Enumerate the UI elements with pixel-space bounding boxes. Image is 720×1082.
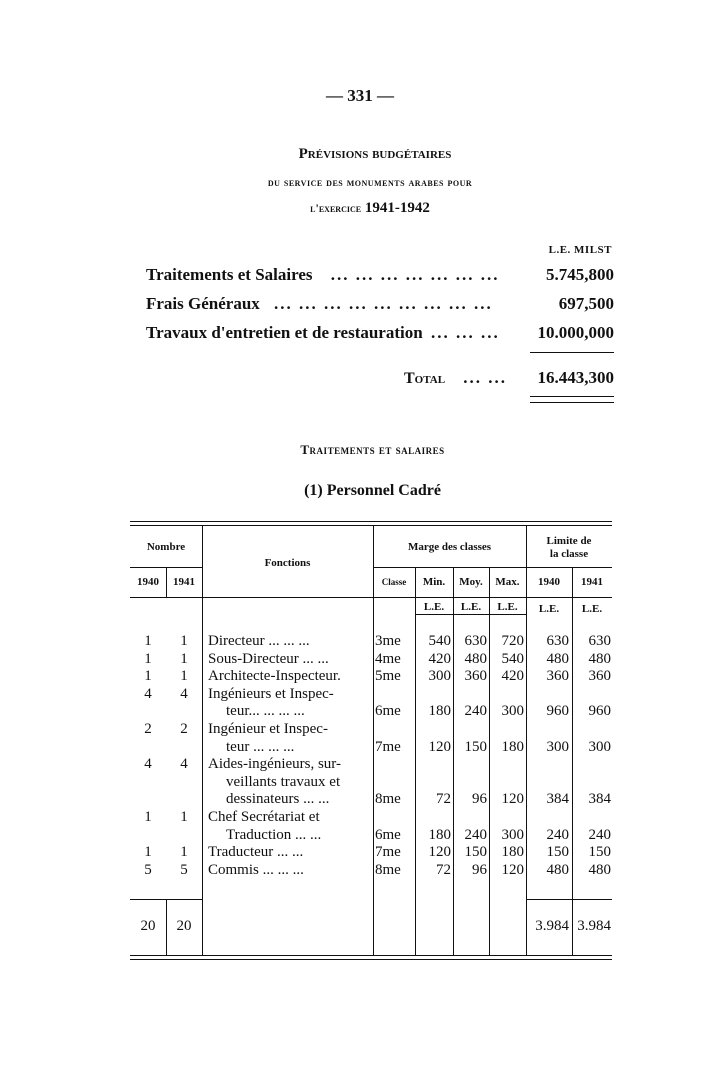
row-function-line: Ingénieur et Inspec-	[208, 721, 328, 737]
row-classe: 3me	[375, 633, 401, 649]
row-classe: 8me	[375, 861, 401, 878]
subsection-title: (1) Personnel Cadré	[304, 482, 441, 499]
row-min: 120	[428, 844, 451, 861]
row-count-1941: 4	[180, 756, 188, 773]
row-moy: 630	[464, 633, 487, 649]
row-moy: 240	[464, 703, 487, 720]
row-count-1940: 1	[144, 668, 152, 685]
total-1941: 20	[176, 918, 192, 934]
row-function-line: Chef Secrétariat et	[208, 809, 320, 825]
total-1940: 20	[140, 918, 156, 934]
row-limite-1940: 480	[546, 650, 569, 667]
row-limite-1941: 300	[588, 738, 611, 755]
unit-moy: L.E.	[460, 601, 482, 613]
row-count-1940: 1	[144, 650, 152, 667]
row-limite-1940: 150	[546, 844, 569, 861]
title-line-1: Prévisions budgétaires	[298, 146, 452, 162]
total-limite-1941: 3.984	[577, 918, 611, 934]
row-max: 180	[501, 844, 524, 861]
row-function-line: dessinateurs ... ...	[226, 791, 330, 808]
row-moy: 150	[464, 844, 487, 861]
row-count-1941: 5	[180, 861, 188, 878]
table-rule	[526, 567, 612, 568]
budget-label-text: Travaux d'entretien et de restauration	[146, 323, 423, 342]
row-classe: 5me	[375, 668, 401, 685]
row-min: 120	[428, 738, 451, 755]
row-min: 180	[428, 826, 451, 843]
table-rule	[489, 568, 490, 955]
table-rule	[202, 526, 203, 955]
row-moy: 360	[464, 668, 487, 685]
table-rule	[453, 568, 454, 955]
row-min: 180	[428, 703, 451, 720]
header-fonctions: Fonctions	[264, 557, 311, 569]
row-moy: 96	[472, 791, 487, 808]
header-limite-1940: 1940	[538, 576, 560, 588]
unit-1940: L.E.	[538, 603, 560, 615]
table-rule	[415, 614, 526, 615]
title-line-2: du service des monuments arabes pour	[267, 175, 473, 189]
header-1941: 1941	[173, 576, 195, 588]
row-limite-1941: 480	[588, 650, 611, 667]
row-classe: 4me	[375, 650, 401, 667]
row-limite-1940: 630	[546, 633, 569, 649]
row-function-line: teur ... ... ...	[226, 738, 295, 755]
row-limite-1940: 240	[546, 826, 569, 843]
header-marge: Marge des classes	[407, 541, 492, 553]
row-max: 300	[501, 703, 524, 720]
table-rule	[526, 899, 612, 900]
row-min: 72	[436, 861, 451, 878]
header-1940: 1940	[137, 576, 159, 588]
row-count-1941: 1	[180, 844, 188, 861]
row-max: 120	[501, 861, 524, 878]
row-classe: 6me	[375, 703, 401, 720]
header-nombre: Nombre	[146, 541, 186, 553]
row-limite-1941: 240	[588, 826, 611, 843]
row-function-line: Architecte-Inspecteur.	[208, 668, 341, 685]
row-count-1940: 4	[144, 685, 152, 702]
row-classe: 7me	[375, 738, 401, 755]
row-count-1940: 4	[144, 756, 152, 773]
row-max: 180	[501, 738, 524, 755]
row-limite-1941: 960	[588, 703, 611, 720]
row-moy: 240	[464, 826, 487, 843]
row-count-1941: 4	[180, 685, 188, 702]
unit-1941: L.E.	[581, 603, 603, 615]
table-rule	[130, 521, 612, 522]
section-title: Traitements et salaires	[300, 442, 445, 457]
row-count-1940: 1	[144, 844, 152, 861]
row-count-1940: 5	[144, 861, 152, 878]
row-limite-1941: 150	[588, 844, 611, 861]
budget-line-amount: 10.000,000	[537, 323, 614, 342]
row-moy: 150	[464, 738, 487, 755]
row-moy: 96	[472, 861, 487, 878]
table-rule	[415, 568, 416, 955]
row-moy: 480	[464, 650, 487, 667]
budget-total-amount: 16.443,300	[537, 368, 614, 387]
row-count-1940: 1	[144, 809, 152, 825]
row-limite-1940: 960	[546, 703, 569, 720]
budget-line-amount: 697,500	[558, 294, 614, 313]
total-label-text: Total	[404, 370, 446, 387]
row-max: 540	[501, 650, 524, 667]
budget-unit-label: L.E. MILST	[548, 244, 612, 256]
table-rule	[130, 959, 612, 960]
unit-min: L.E.	[423, 601, 445, 613]
header-classe: Classe	[381, 577, 407, 587]
row-limite-1940: 384	[546, 791, 569, 808]
table-rule	[130, 955, 612, 956]
title-line-3-prefix: l'exercice	[310, 201, 362, 215]
table-rule	[572, 568, 573, 955]
row-count-1941: 1	[180, 633, 188, 649]
row-limite-1941: 384	[588, 791, 611, 808]
row-min: 540	[428, 633, 451, 649]
leader-dots: ... ... ...	[430, 323, 500, 342]
row-classe: 6me	[375, 826, 401, 843]
page-number: — 331 —	[326, 86, 394, 105]
title-line-3-years: 1941-1942	[364, 200, 430, 216]
row-function-line: Traduction ... ...	[226, 826, 322, 843]
row-min: 420	[428, 650, 451, 667]
row-limite-1940: 480	[546, 861, 569, 878]
row-limite-1940: 360	[546, 668, 569, 685]
total-limite-1940: 3.984	[535, 918, 569, 934]
unit-max: L.E.	[497, 601, 518, 613]
row-count-1940: 2	[144, 721, 152, 737]
header-min: Min.	[422, 576, 446, 588]
row-classe: 8me	[375, 791, 401, 808]
header-max: Max.	[495, 576, 520, 588]
row-count-1941: 2	[180, 721, 188, 737]
row-limite-1941: 360	[588, 668, 611, 685]
leader-dots: ... ... ... ... ... ... ... ... ...	[274, 294, 493, 313]
row-function-line: Ingénieurs et Inspec-	[208, 685, 334, 702]
row-count-1940: 1	[144, 633, 152, 649]
header-limite-1: Limite de	[546, 535, 592, 547]
row-function-line: Traducteur ... ...	[208, 844, 304, 861]
header-limite-2: la classe	[549, 548, 589, 560]
row-classe: 7me	[375, 844, 401, 861]
row-function-line: Commis ... ... ...	[208, 861, 304, 878]
leader-dots: ... ...	[463, 368, 508, 387]
budget-label-text: Traitements et Salaires	[146, 265, 313, 284]
row-max: 420	[501, 668, 524, 685]
budget-label-text: Frais Généraux	[146, 294, 260, 313]
row-function-line: Directeur ... ... ...	[208, 633, 310, 649]
table-rule	[373, 567, 526, 568]
header-limite-1941: 1941	[581, 576, 603, 588]
row-function-line: Sous-Directeur ... ...	[208, 650, 329, 667]
row-limite-1941: 480	[588, 861, 611, 878]
row-function-line: Aides-ingénieurs, sur-	[208, 756, 342, 773]
row-max: 720	[501, 633, 524, 649]
row-count-1941: 1	[180, 650, 188, 667]
row-max: 300	[501, 826, 524, 843]
row-min: 300	[428, 668, 451, 685]
leader-dots: ... ... ... ... ... ... ...	[330, 265, 500, 284]
row-function-line: veillants travaux et	[226, 773, 341, 790]
row-max: 120	[501, 791, 524, 808]
row-limite-1940: 300	[546, 738, 569, 755]
row-count-1941: 1	[180, 668, 188, 685]
budget-line-amount: 5.745,800	[546, 265, 614, 284]
row-limite-1941: 630	[588, 633, 611, 649]
row-min: 72	[436, 791, 451, 808]
header-moy: Moy.	[459, 576, 483, 588]
row-function-line: teur... ... ... ...	[226, 703, 305, 720]
row-count-1941: 1	[180, 809, 188, 825]
